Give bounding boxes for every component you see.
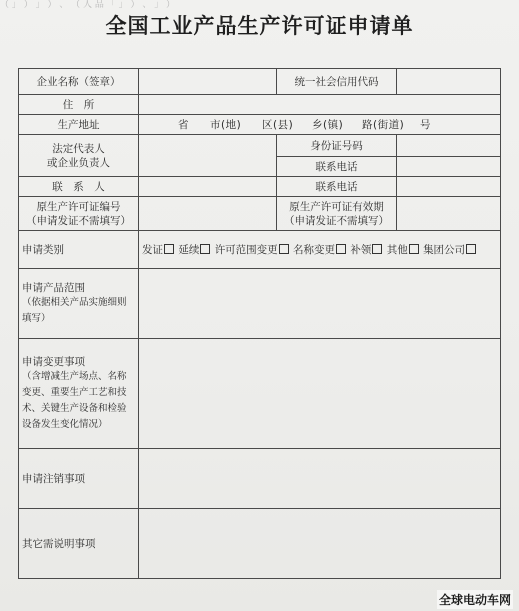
row-company-name [19, 69, 501, 95]
option-scope-change[interactable]: 许可范围变更 [215, 244, 290, 256]
field-phone-1[interactable] [397, 157, 501, 177]
checkbox-issue[interactable] [164, 244, 174, 254]
field-apply-type [139, 231, 501, 269]
top-bleed-text: （ 」 ） 」 ） 、 （ 人 品 「 」 ） 、 」 ） [0, 0, 176, 10]
option-name-change[interactable]: 名称变更 [293, 244, 347, 256]
option-reissue[interactable]: 补领 [350, 244, 383, 256]
label-legal-rep-line1: 法定代表人 [52, 142, 105, 155]
checkbox-name-change[interactable] [336, 244, 346, 254]
label-legal-rep [19, 135, 139, 177]
label-product-scope-note: （依据相关产品实施细则填写） [22, 296, 127, 324]
field-residence[interactable] [139, 95, 501, 115]
label-change-items [19, 339, 139, 449]
label-residence: 住 所 [19, 95, 139, 115]
addr-unit-county: 区(县) [262, 118, 294, 131]
application-form-table [18, 68, 501, 579]
label-orig-license-no-line1: 原生产许可证编号 [36, 200, 121, 213]
row-change-items [19, 339, 501, 449]
checkbox-scope-change[interactable] [279, 244, 289, 254]
field-legal-rep[interactable] [139, 135, 277, 177]
option-renew[interactable]: 延续 [178, 244, 211, 256]
label-contact-person: 联 系 人 [19, 177, 139, 197]
label-apply-type: 申请类别 [19, 231, 139, 269]
label-legal-rep-line2: 或企业负责人 [47, 156, 110, 169]
row-contact [19, 177, 501, 197]
label-product-scope [19, 269, 139, 339]
label-phone-1: 联系电话 [277, 157, 397, 177]
field-other-notes[interactable] [139, 509, 501, 579]
row-product-scope [19, 269, 501, 339]
checkbox-renew[interactable] [200, 244, 210, 254]
field-contact-person[interactable] [139, 177, 277, 197]
option-issue[interactable]: 发证 [142, 244, 175, 256]
row-legal-rep-a [19, 135, 501, 157]
label-orig-license-no-line2: （申请发证不需填写） [26, 214, 131, 227]
label-product-scope-title: 申请产品范围 [22, 281, 85, 294]
page-title: 全国工业产品生产许可证申请单 [105, 13, 414, 38]
field-id-number[interactable] [397, 135, 501, 157]
watermark-logo-text: 全球电动车网 [437, 590, 513, 609]
field-cancel-items[interactable] [139, 449, 501, 509]
checkbox-reissue[interactable] [372, 244, 382, 254]
label-change-note: （含增减生产场点、名称变更、重要生产工艺和技术、关键生产设备和检验设备发生变化情况） [22, 370, 127, 430]
label-change-title: 申请变更事项 [22, 355, 85, 368]
field-production-address[interactable] [139, 115, 501, 135]
field-company-name[interactable] [139, 69, 277, 95]
addr-unit-number: 号 [420, 118, 431, 131]
row-apply-type [19, 231, 501, 269]
label-credit-code: 统一社会信用代码 [277, 69, 397, 95]
field-credit-code[interactable] [397, 69, 501, 95]
checkbox-group-company[interactable] [466, 244, 476, 254]
field-orig-license-no[interactable] [139, 197, 277, 231]
label-company-name: 企业名称（签章） [19, 69, 139, 95]
label-phone-2: 联系电话 [277, 177, 397, 197]
row-cancel-items [19, 449, 501, 509]
field-orig-license-valid[interactable] [397, 197, 501, 231]
addr-unit-province: 省 [178, 118, 189, 131]
row-residence [19, 95, 501, 115]
label-orig-license-valid-line2: （申请发证不需填写） [284, 214, 389, 227]
addr-unit-street: 路(街道) [362, 118, 405, 131]
label-production-address: 生产地址 [19, 115, 139, 135]
row-production-address [19, 115, 501, 135]
addr-unit-city: 市(地) [210, 118, 242, 131]
field-product-scope[interactable] [139, 269, 501, 339]
label-orig-license-valid-line1: 原生产许可证有效期 [289, 200, 384, 213]
option-group-company[interactable]: 集团公司 [423, 244, 477, 256]
checkbox-other[interactable] [409, 244, 419, 254]
label-id-number: 身份证号码 [277, 135, 397, 157]
label-other-notes: 其它需说明事项 [19, 509, 139, 579]
option-other[interactable]: 其他 [387, 244, 420, 256]
field-change-items[interactable] [139, 339, 501, 449]
addr-unit-town: 乡(镇) [312, 118, 344, 131]
label-orig-license-valid [277, 197, 397, 231]
row-original-license [19, 197, 501, 231]
label-orig-license-no [19, 197, 139, 231]
field-phone-2[interactable] [397, 177, 501, 197]
row-other-notes [19, 509, 501, 579]
label-cancel-items: 申请注销事项 [19, 449, 139, 509]
